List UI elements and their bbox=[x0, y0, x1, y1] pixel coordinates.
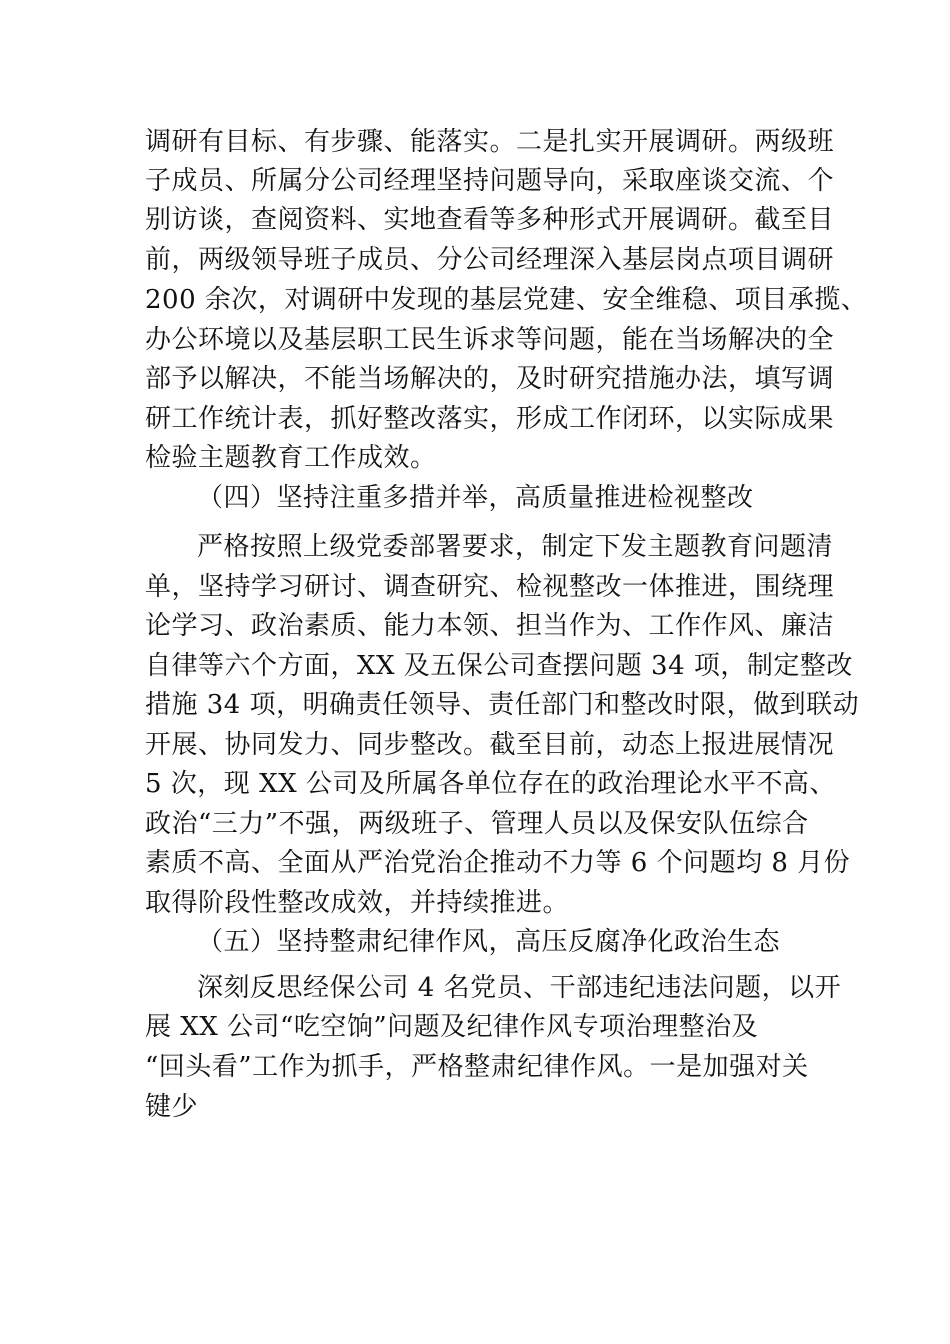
body-text-line: 5 次，现 XX 公司及所属各单位存在的政治理论水平不高、 bbox=[145, 769, 836, 799]
body-text-line: 检验主题教育工作成效。 bbox=[145, 443, 437, 473]
body-text-line: 部予以解决，不能当场解决的，及时研究措施办法，填写调 bbox=[145, 364, 835, 394]
body-text-line: 前，两级领导班子成员、分公司经理深入基层岗点项目调研 bbox=[145, 245, 835, 275]
body-text-line: 别访谈，查阅资料、实地查看等多种形式开展调研。截至目 bbox=[145, 205, 835, 235]
body-text-line: 展 XX 公司“吃空饷”问题及纪律作风专项治理整治及 bbox=[145, 1012, 759, 1042]
body-text-line: 措施 34 项，明确责任领导、责任部门和整改时限，做到联动 bbox=[145, 690, 860, 720]
body-text-line: 素质不高、全面从严治党治企推动不力等 6 个问题均 8 月份 bbox=[145, 848, 851, 878]
section-heading: （四）坚持注重多措并举，高质量推进检视整改 bbox=[197, 483, 754, 513]
paragraph-first-line: 深刻反思经保公司 4 名党员、干部违纪违法问题，以开 bbox=[197, 973, 842, 1003]
body-text-line: 研工作统计表，抓好整改落实，形成工作闭环，以实际成果 bbox=[145, 404, 835, 434]
body-text-line: 子成员、所属分公司经理坚持问题导向，采取座谈交流、个 bbox=[145, 166, 835, 196]
section-heading: （五）坚持整肃纪律作风，高压反腐净化政治生态 bbox=[197, 927, 781, 957]
body-text-line: 办公环境以及基层职工民生诉求等问题，能在当场解决的全 bbox=[145, 325, 835, 355]
body-text-line: 200 余次，对调研中发现的基层党建、安全维稳、项目承揽、 bbox=[145, 285, 868, 315]
body-text-line: 开展、协同发力、同步整改。截至目前，动态上报进展情况 bbox=[145, 730, 835, 760]
body-text-line: “回头看”工作为抓手，严格整肃纪律作风。一是加强对关 bbox=[145, 1052, 809, 1082]
body-text-line: 键少 bbox=[145, 1092, 199, 1122]
body-text-line: 取得阶段性整改成效，并持续推进。 bbox=[145, 888, 570, 918]
body-text-line: 单，坚持学习研讨、调查研究、检视整改一体推进，围绕理 bbox=[145, 572, 835, 602]
paragraph-first-line: 严格按照上级党委部署要求，制定下发主题教育问题清 bbox=[197, 532, 834, 562]
body-text-line: 论学习、政治素质、能力本领、担当作为、工作作风、廉洁 bbox=[145, 611, 835, 641]
body-text-line: 政治“三力”不强，两级班子、管理人员以及保安队伍综合 bbox=[145, 809, 809, 839]
body-text-line: 调研有目标、有步骤、能落实。二是扎实开展调研。两级班 bbox=[145, 127, 835, 157]
body-text-line: 自律等六个方面，XX 及五保公司查摆问题 34 项，制定整改 bbox=[145, 651, 853, 681]
